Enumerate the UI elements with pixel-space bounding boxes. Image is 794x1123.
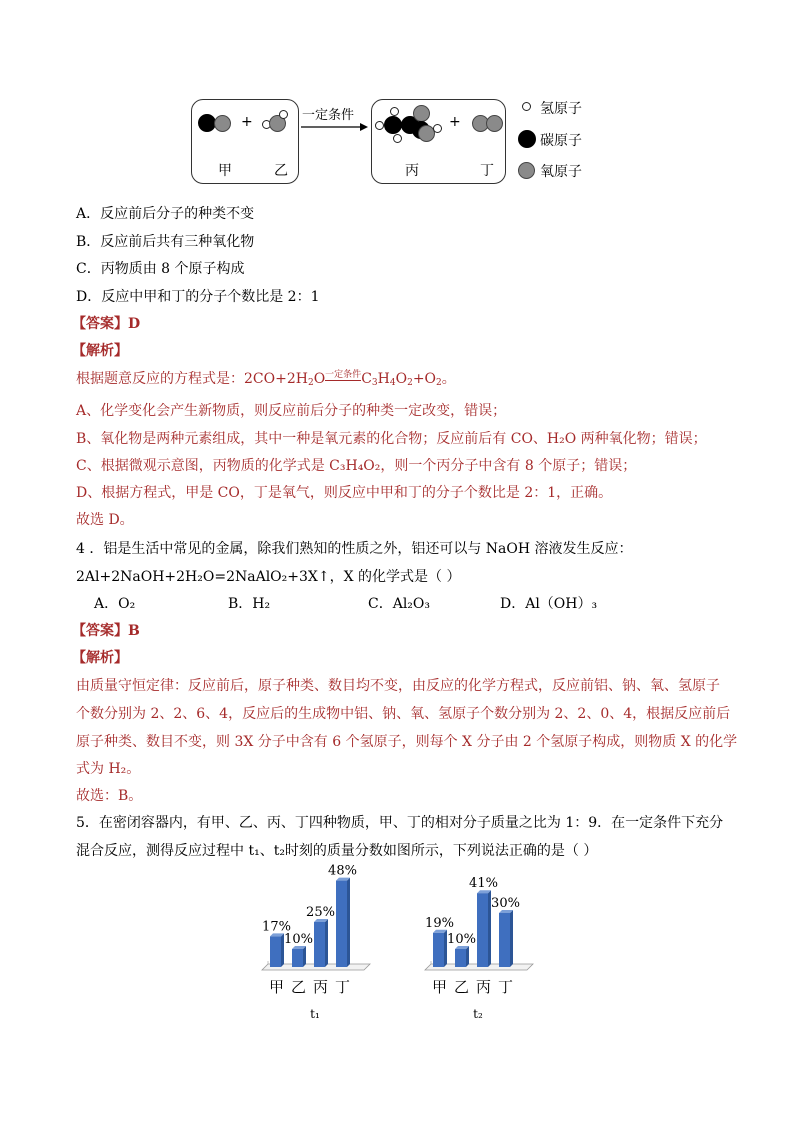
q4-conclusion: 故选：B。	[76, 788, 143, 804]
oxygen-atom-icon	[214, 115, 231, 132]
mass-fraction-charts	[0, 860, 794, 1040]
q4-stem-2: 2Al+2NaOH+2H₂O=2NaAlO₂+3X↑，X 的化学式是（ ）	[76, 569, 461, 585]
q3-option-a: A．反应前后分子的种类不变	[76, 206, 255, 222]
q4-explain-1: 由质量守恒定律：反应前后，原子种类、数目均不变，由反应的化学方程式，反应前铝、钠、氧、氢原子	[76, 678, 720, 694]
equation-condition: 一定条件	[325, 367, 361, 381]
label-yi: 乙	[274, 163, 288, 179]
q4-explain-2: 个数分别为 2、2、6、4，反应后的生成物中铝、钠、氧、氢原子个数分别为 2、2、0、4，根据反应前后	[76, 706, 731, 722]
q5-stem-1: 5．在密闭容器内，有甲、乙、丙、丁四种物质，甲、丁的相对分子质量之比为 1：9．在一定条件下充分	[76, 815, 724, 831]
bar-value-label: 48%	[328, 863, 357, 879]
bar-side	[303, 946, 306, 967]
hydrogen-atom-icon	[279, 110, 288, 119]
category-label: 丁	[334, 978, 351, 996]
label-bing: 丙	[405, 163, 419, 179]
legend-carbon-label: 碳原子	[540, 133, 582, 149]
bar-value-label: 30%	[491, 896, 520, 911]
bar	[455, 949, 466, 967]
q3-analysis-label: 【解析】	[72, 343, 128, 359]
q3-explain-a: A、化学变化会产生新物质，则反应前后分子的种类一定改变，错误；	[76, 403, 507, 419]
legend-hydrogen-label: 氢原子	[540, 101, 582, 117]
category-label: 丙	[475, 978, 492, 996]
bar-value-label: 17%	[262, 919, 291, 935]
oxygen-atom-icon	[518, 162, 535, 179]
q4-option-b: B．H₂	[228, 596, 271, 612]
bar	[477, 893, 488, 967]
q4-answer: 【答案】B	[72, 623, 140, 639]
bar-side	[510, 910, 513, 967]
bar-side	[347, 878, 350, 967]
q3-explain-c: C、根据微观示意图，丙物质的化学式是 C₃H₄O₂，则一个丙分子中含有 8 个原子；错误；	[76, 458, 637, 474]
plus-sign: +	[241, 114, 253, 130]
bar	[292, 949, 303, 967]
carbon-atom-icon	[384, 116, 402, 134]
hydrogen-atom-icon	[393, 134, 402, 143]
chart-title: t₁	[310, 1007, 320, 1021]
category-label: 乙	[453, 978, 470, 996]
category-label: 甲	[431, 978, 448, 996]
bar	[433, 933, 444, 967]
q4-option-d: D．Al（OH）₃	[500, 596, 598, 612]
q3-equation: 根据题意反应的方程式是：$2CO+2H_2O$一定条件$C_3H_4O_2+O_2$。	[76, 368, 456, 388]
plus-sign: +	[449, 114, 461, 130]
bar	[336, 881, 347, 967]
q3-explain-b: B、氧化物是两种元素组成，其中一种是氧元素的化合物；反应前后有 CO、H₂O 两种氧化物；错误；	[76, 431, 707, 447]
bar-value-label: 10%	[447, 932, 476, 947]
bar	[499, 913, 510, 967]
legend-oxygen-label: 氧原子	[540, 164, 582, 180]
q3-option-c: C．丙物质由 8 个原子构成	[76, 261, 245, 277]
category-label: 甲	[268, 978, 285, 996]
q4-stem-1: 4 ．铝是生活中常见的金属，除我们熟知的性质之外，铝还可以与 NaOH 溶液发生反应：	[76, 541, 633, 557]
bar-value-label: 41%	[469, 876, 498, 892]
category-label: 丁	[497, 978, 514, 996]
hydrogen-atom-icon	[375, 121, 384, 130]
bar-value-label: 10%	[284, 932, 313, 947]
hydrogen-atom-icon	[390, 107, 399, 116]
q4-option-c: C．Al₂O₃	[368, 596, 431, 612]
q4-explain-3: 原子种类、数目不变，则 3X 分子中含有 6 个氢原子，则每个 X 分子由 2 个氢原子构成，则物质 X 的化学	[76, 734, 738, 750]
bar	[270, 936, 281, 967]
label-jia: 甲	[218, 163, 232, 179]
bar-side	[466, 946, 469, 967]
hydrogen-atom-icon	[522, 102, 531, 111]
q4-analysis-label: 【解析】	[72, 650, 128, 666]
category-label: 乙	[290, 978, 307, 996]
bar-value-label: 19%	[425, 915, 454, 931]
q3-answer: 【答案】D	[72, 316, 141, 332]
category-label: 丙	[312, 978, 329, 996]
arrow-condition-label: 一定条件	[302, 108, 355, 123]
bar-side	[325, 919, 328, 967]
reaction-arrow-icon	[300, 122, 370, 132]
oxygen-atom-icon	[486, 115, 503, 132]
carbon-atom-icon	[518, 130, 536, 148]
chart-title: t₂	[473, 1007, 483, 1021]
q4-option-a: A．O₂	[94, 596, 136, 612]
q3-option-b: B．反应前后共有三种氧化物	[76, 234, 255, 250]
oxygen-atom-icon	[413, 105, 430, 122]
hydrogen-atom-icon	[433, 124, 442, 133]
label-ding: 丁	[480, 163, 494, 179]
q5-stem-2: 混合反应，测得反应过程中 t₁、t₂时刻的质量分数如图所示，下列说法正确的是（ ）	[76, 843, 598, 859]
bar-value-label: 25%	[306, 905, 335, 920]
q3-conclusion: 故选 D。	[76, 512, 134, 528]
q3-explain-d: D、根据方程式，甲是 CO，丁是氧气，则反应中甲和丁的分子个数比是 2：1，正确。	[76, 485, 613, 501]
bar	[314, 922, 325, 967]
q3-option-d: D．反应中甲和丁的分子个数比是 2：1	[76, 289, 320, 305]
q4-explain-4: 式为 H₂。	[76, 761, 141, 777]
